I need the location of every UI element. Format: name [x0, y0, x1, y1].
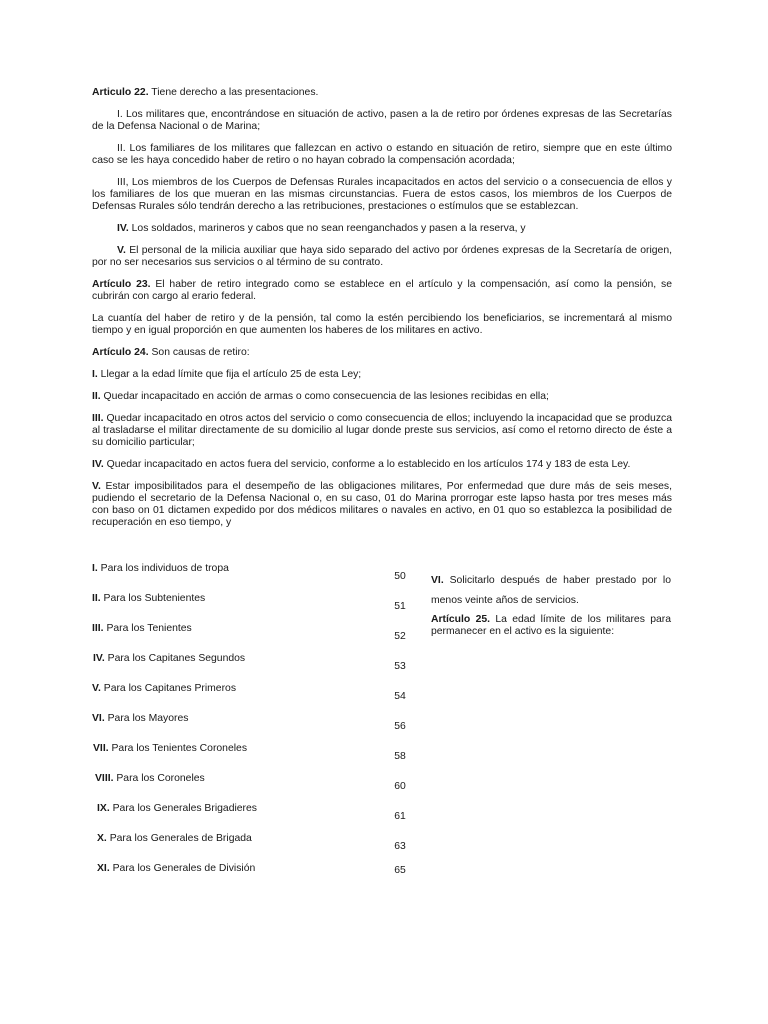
- table-row: [92, 623, 412, 653]
- art24-item: V. Estar imposibilitados para el desempeño de las obligaciones militares, Por enfermedad que dure más de seis meses, pudiendo el secretario de la Defensa Nacional o, en su caso, 01 do Marina prorrogar este lapso hasta por tres meses más con baso on 01 dictamen expedido por dos médicos militares o navales en activo, en 01 quo so establezca la posibilidad de recuperación en eso tiempo, y: [92, 481, 672, 528]
- table-row: [92, 593, 412, 623]
- rank-age: 63: [394, 841, 406, 852]
- art24-item: III. Quedar incapacitado en otros actos del servicio o como consecuencia de ellos; incluyendo la incapacidad que se produzca al trasladarse el militar directamente de su domicilio al lugar donde preste sus servicios, así como el retorno directo de éste a su domicilio particular;: [92, 413, 672, 448]
- rank-age: 65: [394, 865, 406, 876]
- rank-age: 60: [394, 781, 406, 792]
- rank-age: 54: [394, 691, 406, 702]
- rank-label: I. Para los individuos de tropa: [92, 563, 229, 574]
- age-limit-table: [92, 563, 412, 893]
- art25-text: Artículo 25. La edad límite de los militares para permanecer en el activo es la siguiente:: [431, 614, 671, 637]
- rank-age: 58: [394, 751, 406, 762]
- document-body: [92, 87, 672, 529]
- table-row: [92, 803, 412, 833]
- art23-p2: La cuantía del haber de retiro y de la pensión, tal como la estén percibiendo los beneficiarios, se incrementará al mismo tiempo y en igual proporción en que aumenten los haberes de los militares en activo.: [92, 313, 672, 336]
- rank-label: II. Para los Subtenientes: [92, 593, 206, 604]
- rank-age: 51: [394, 601, 406, 612]
- rank-label: III. Para los Tenientes: [92, 623, 192, 634]
- table-row: [92, 653, 412, 683]
- art24-item: II. Quedar incapacitado en acción de armas o como consecuencia de las lesiones recibidas en ella;: [92, 391, 549, 402]
- table-row: [92, 563, 412, 593]
- art22-i: I. Los militares que, encontrándose en situación de activo, pasen a la de retiro por órdenes expresas de las Secretarías de la Defensa Nacional o de Marina;: [92, 109, 672, 132]
- table-row: [92, 833, 412, 863]
- table-row: [92, 743, 412, 773]
- rank-label: VI. Para los Mayores: [92, 713, 189, 724]
- rank-label: V. Para los Capitanes Primeros: [92, 683, 237, 694]
- rank-label: X. Para los Generales de Brigada: [97, 833, 252, 844]
- art24-item: I. Llegar a la edad límite que fija el artículo 25 de esta Ley;: [92, 369, 362, 380]
- rank-label: IV. Para los Capitanes Segundos: [93, 653, 246, 664]
- rank-label: IX. Para los Generales Brigadieres: [97, 803, 257, 814]
- rank-age: 50: [394, 571, 406, 582]
- art22-ii: II. Los familiares de los militares que fallezcan en activo o estando en situación de retiro, siempre que en este último caso se les haya concedido haber de retiro o no hayan cobrado la compensación acordada;: [92, 143, 672, 166]
- rank-label: VII. Para los Tenientes Coroneles: [93, 743, 248, 754]
- art24-item: IV. Quedar incapacitado en actos fuera del servicio, conforme a lo establecido en los artículos 174 y 183 de esta Ley.: [92, 459, 631, 470]
- rank-age: 53: [394, 661, 406, 672]
- rank-label: XI. Para los Generales de División: [97, 863, 256, 874]
- table-row: [92, 683, 412, 713]
- art22-heading: Articulo 22. Tiene derecho a las presentaciones.: [92, 87, 319, 98]
- art24-vi: VI. Solicitarlo después de haber prestado por lo menos veinte años de servicios.: [431, 575, 671, 606]
- art24-heading: Artículo 24. Son causas de retiro:: [92, 347, 250, 358]
- rank-age: 56: [394, 721, 406, 732]
- art22-v: V. El personal de la milicia auxiliar que haya sido separado del activo por órdenes expresas de la Secretaría de origen, por no ser necesarios sus servicios o al término de su contrato.: [92, 245, 672, 268]
- right-column: [431, 571, 671, 638]
- art22-iii: III, Los miembros de los Cuerpos de Defensas Rurales incapacitados en actos del servicio o a consecuencia de ellos y los familiares de los que mueran en las mismas circunstancias. Fuera de estos casos, los miembros de los Cuerpos de Defensas Rurales sólo tendrán derecho a las retribuciones, prestaciones o estímulos que se establezcan.: [92, 177, 672, 212]
- table-row: [92, 863, 412, 893]
- table-row: [92, 713, 412, 743]
- art23-text: Artículo 23. El haber de retiro integrado como se establece en el artículo y la compensación, así como la pensión, se cubrirán con cargo al erario federal.: [92, 279, 672, 302]
- table-row: [92, 773, 412, 803]
- rank-age: 52: [394, 631, 406, 642]
- art22-iv: IV. Los soldados, marineros y cabos que no sean reenganchados y pasen a la reserva, y: [117, 223, 526, 234]
- rank-label: VIII. Para los Coroneles: [95, 773, 205, 784]
- rank-age: 61: [394, 811, 406, 822]
